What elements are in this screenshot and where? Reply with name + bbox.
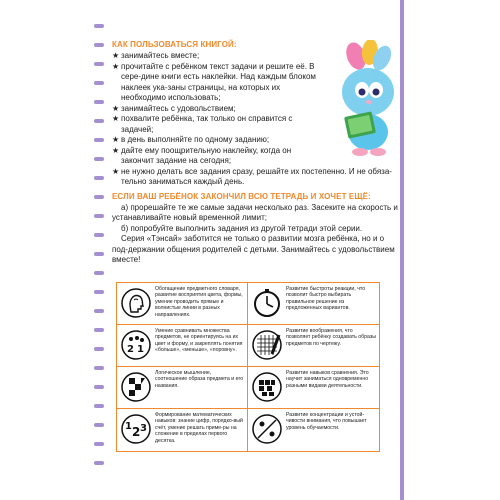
legend-cell — [248, 367, 379, 409]
list-item: ★ похвалите ребёнка, так только он справится с задачей; — [112, 114, 293, 134]
paragraph-b: б) попробуйте выполнить задания из другой тетради этой серии. — [121, 223, 363, 233]
star-bullet-icon: ★ — [112, 51, 120, 60]
paragraph-series: Серия «Тэнсай» заботится не только о развитии мозга ребёнка, но и о под-держании общения родителей с детьми. Занимайтесь с удовольствием вместе! — [112, 234, 395, 264]
counting-icon — [121, 330, 151, 360]
legend-text: Развитие концентрации и устой-чивости внимания, что повышает уровень обучаемости. — [286, 412, 367, 431]
list-item: ★ не нужно делать все задания сразу, решайте их постепенно. И не обяза-тельно заниматься каждый день. — [112, 166, 392, 186]
legend-cell — [117, 409, 248, 451]
list-item: ★ занимайтесь вместе; — [112, 51, 200, 60]
star-bullet-icon: ★ — [112, 135, 120, 144]
page-binding — [94, 24, 108, 476]
star-bullet-icon: ★ — [112, 145, 120, 155]
tangram-icon — [121, 372, 151, 402]
legend-text: Умение сравнивать множества предметов, не ориентируясь на их цвет и форму, и закреплять понятия «больше», «меньше», «поровну». — [155, 328, 243, 354]
svg-text:2: 2 — [132, 425, 141, 439]
section-heading-finished: ЕСЛИ ВАШ РЕБЁНОК ЗАКОНЧИЛ ВСЮ ТЕТРАДЬ И ХОЧЕТ ЕЩЁ: — [112, 191, 371, 201]
star-bullet-icon: ★ — [112, 166, 120, 176]
list-item: ★ занимайтесь с удовольствием; — [112, 103, 236, 113]
grid-pencil-icon — [252, 330, 282, 360]
star-bullet-icon: ★ — [112, 114, 120, 123]
section-heading-how-to-use: КАК ПОЛЬЗОВАТЬСЯ КНИГОЙ: — [112, 40, 237, 49]
legend-text: Развитие быстроты реакции, что позволит быстро выбирать правильное решение из предложенных вариантов. — [286, 286, 366, 312]
list-item: ★ прочитайте с ребёнком текст задачи и решите её. В сере-дине книги есть наклейки. Над каждым блоком наклеек ука-заны страницы, на которых их необходимо использовать; — [112, 61, 316, 102]
legend-text: Формирование математических навыков: знание цифр, порядко-вый счёт, умение решать приме-ры на сложение в пределах первого десятка. — [155, 412, 243, 444]
list-item: ★ дайте ему поощрительную наклейку, когда он закончит задание на сегодня; — [112, 145, 292, 165]
legend-cell — [117, 367, 248, 409]
skills-legend-table — [116, 282, 380, 452]
svg-text:1: 1 — [125, 421, 132, 432]
legend-cell — [248, 409, 379, 451]
star-bullet-icon: ★ — [112, 103, 120, 113]
focus-diagonal-icon — [252, 414, 282, 444]
blocks-icon — [252, 372, 282, 402]
digits-icon — [121, 414, 151, 444]
legend-cell — [117, 325, 248, 367]
svg-text:3: 3 — [140, 423, 147, 434]
legend-text: Логическое мышление, соотношение образа предмета и его названия. — [155, 370, 244, 389]
instructions — [112, 40, 400, 266]
legend-text: Развитие воображения, что позволяет ребёнку создавать образы предметов по чертежу. — [286, 328, 376, 347]
legend-cell — [248, 283, 379, 325]
legend-text: Обогащение предметного словаря, развитие восприятия цвета, формы, умение проводить прямые и волнистые линии в разных направлениях. — [155, 286, 243, 318]
how-to-use-list — [112, 51, 400, 188]
stopwatch-icon — [252, 288, 282, 318]
legend-cell — [117, 283, 248, 325]
legend-cell — [248, 325, 379, 367]
star-bullet-icon: ★ — [112, 61, 120, 71]
head-profile-icon — [121, 288, 151, 318]
paragraph-a: а) прорешайте те же самые задачи несколько раз. Засеките на скорость и устанавливайте новый временной лимит; — [112, 202, 398, 222]
list-item: ★ в день выполняйте по одному заданию; — [112, 135, 270, 144]
svg-text:2: 2 — [127, 344, 134, 355]
svg-text:1: 1 — [137, 344, 144, 355]
legend-text: Развитие навыков сравнения. Это научит заниматься одновременно разными видами деятельности. — [286, 370, 369, 389]
